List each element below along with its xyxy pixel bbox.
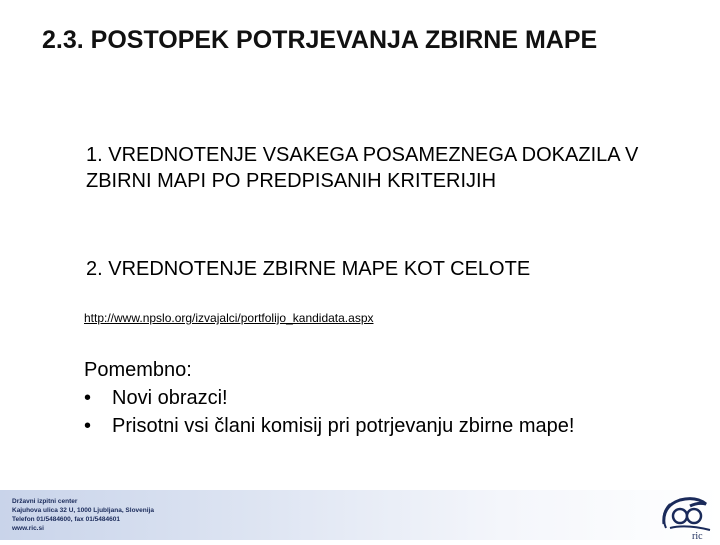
note-block xyxy=(84,356,574,440)
slide-title: 2.3. POSTOPEK POTRJEVANJA ZBIRNE MAPE xyxy=(42,26,598,54)
list-item xyxy=(84,412,574,440)
list-item xyxy=(84,384,574,412)
point-2-text: 2. VREDNOTENJE ZBIRNE MAPE KOT CELOTE xyxy=(86,258,531,280)
list-item-text: Prisotni vsi člani komisij pri potrjevanju zbirne mape! xyxy=(112,415,575,437)
bullet-icon: • xyxy=(84,387,92,409)
footer-line: Kajuhova ulica 32 U, 1000 Ljubljana, Slovenija xyxy=(12,507,154,514)
portfolio-link[interactable]: http://www.npslo.org/izvajalci/portfolijo_kandidata.aspx xyxy=(84,311,374,325)
footer-line: Telefon 01/5484600, fax 01/5484601 xyxy=(12,516,120,523)
list-item-text: Novi obrazci! xyxy=(112,387,228,409)
note-list xyxy=(84,384,574,440)
bullet-icon: • xyxy=(84,415,92,437)
point-1-text: 1. VREDNOTENJE VSAKEGA POSAMEZNEGA DOKAZILA V ZBIRNI MAPI PO PREDPISANIH KRITERIJIH xyxy=(86,144,639,192)
footer-line: www.ric.si xyxy=(12,525,44,532)
ric-logo-icon xyxy=(656,494,716,540)
footer-address xyxy=(12,497,154,533)
note-heading: Pomembno: xyxy=(84,359,192,381)
footer-line: Državni izpitni center xyxy=(12,498,78,505)
logo-text: ric xyxy=(692,531,703,540)
